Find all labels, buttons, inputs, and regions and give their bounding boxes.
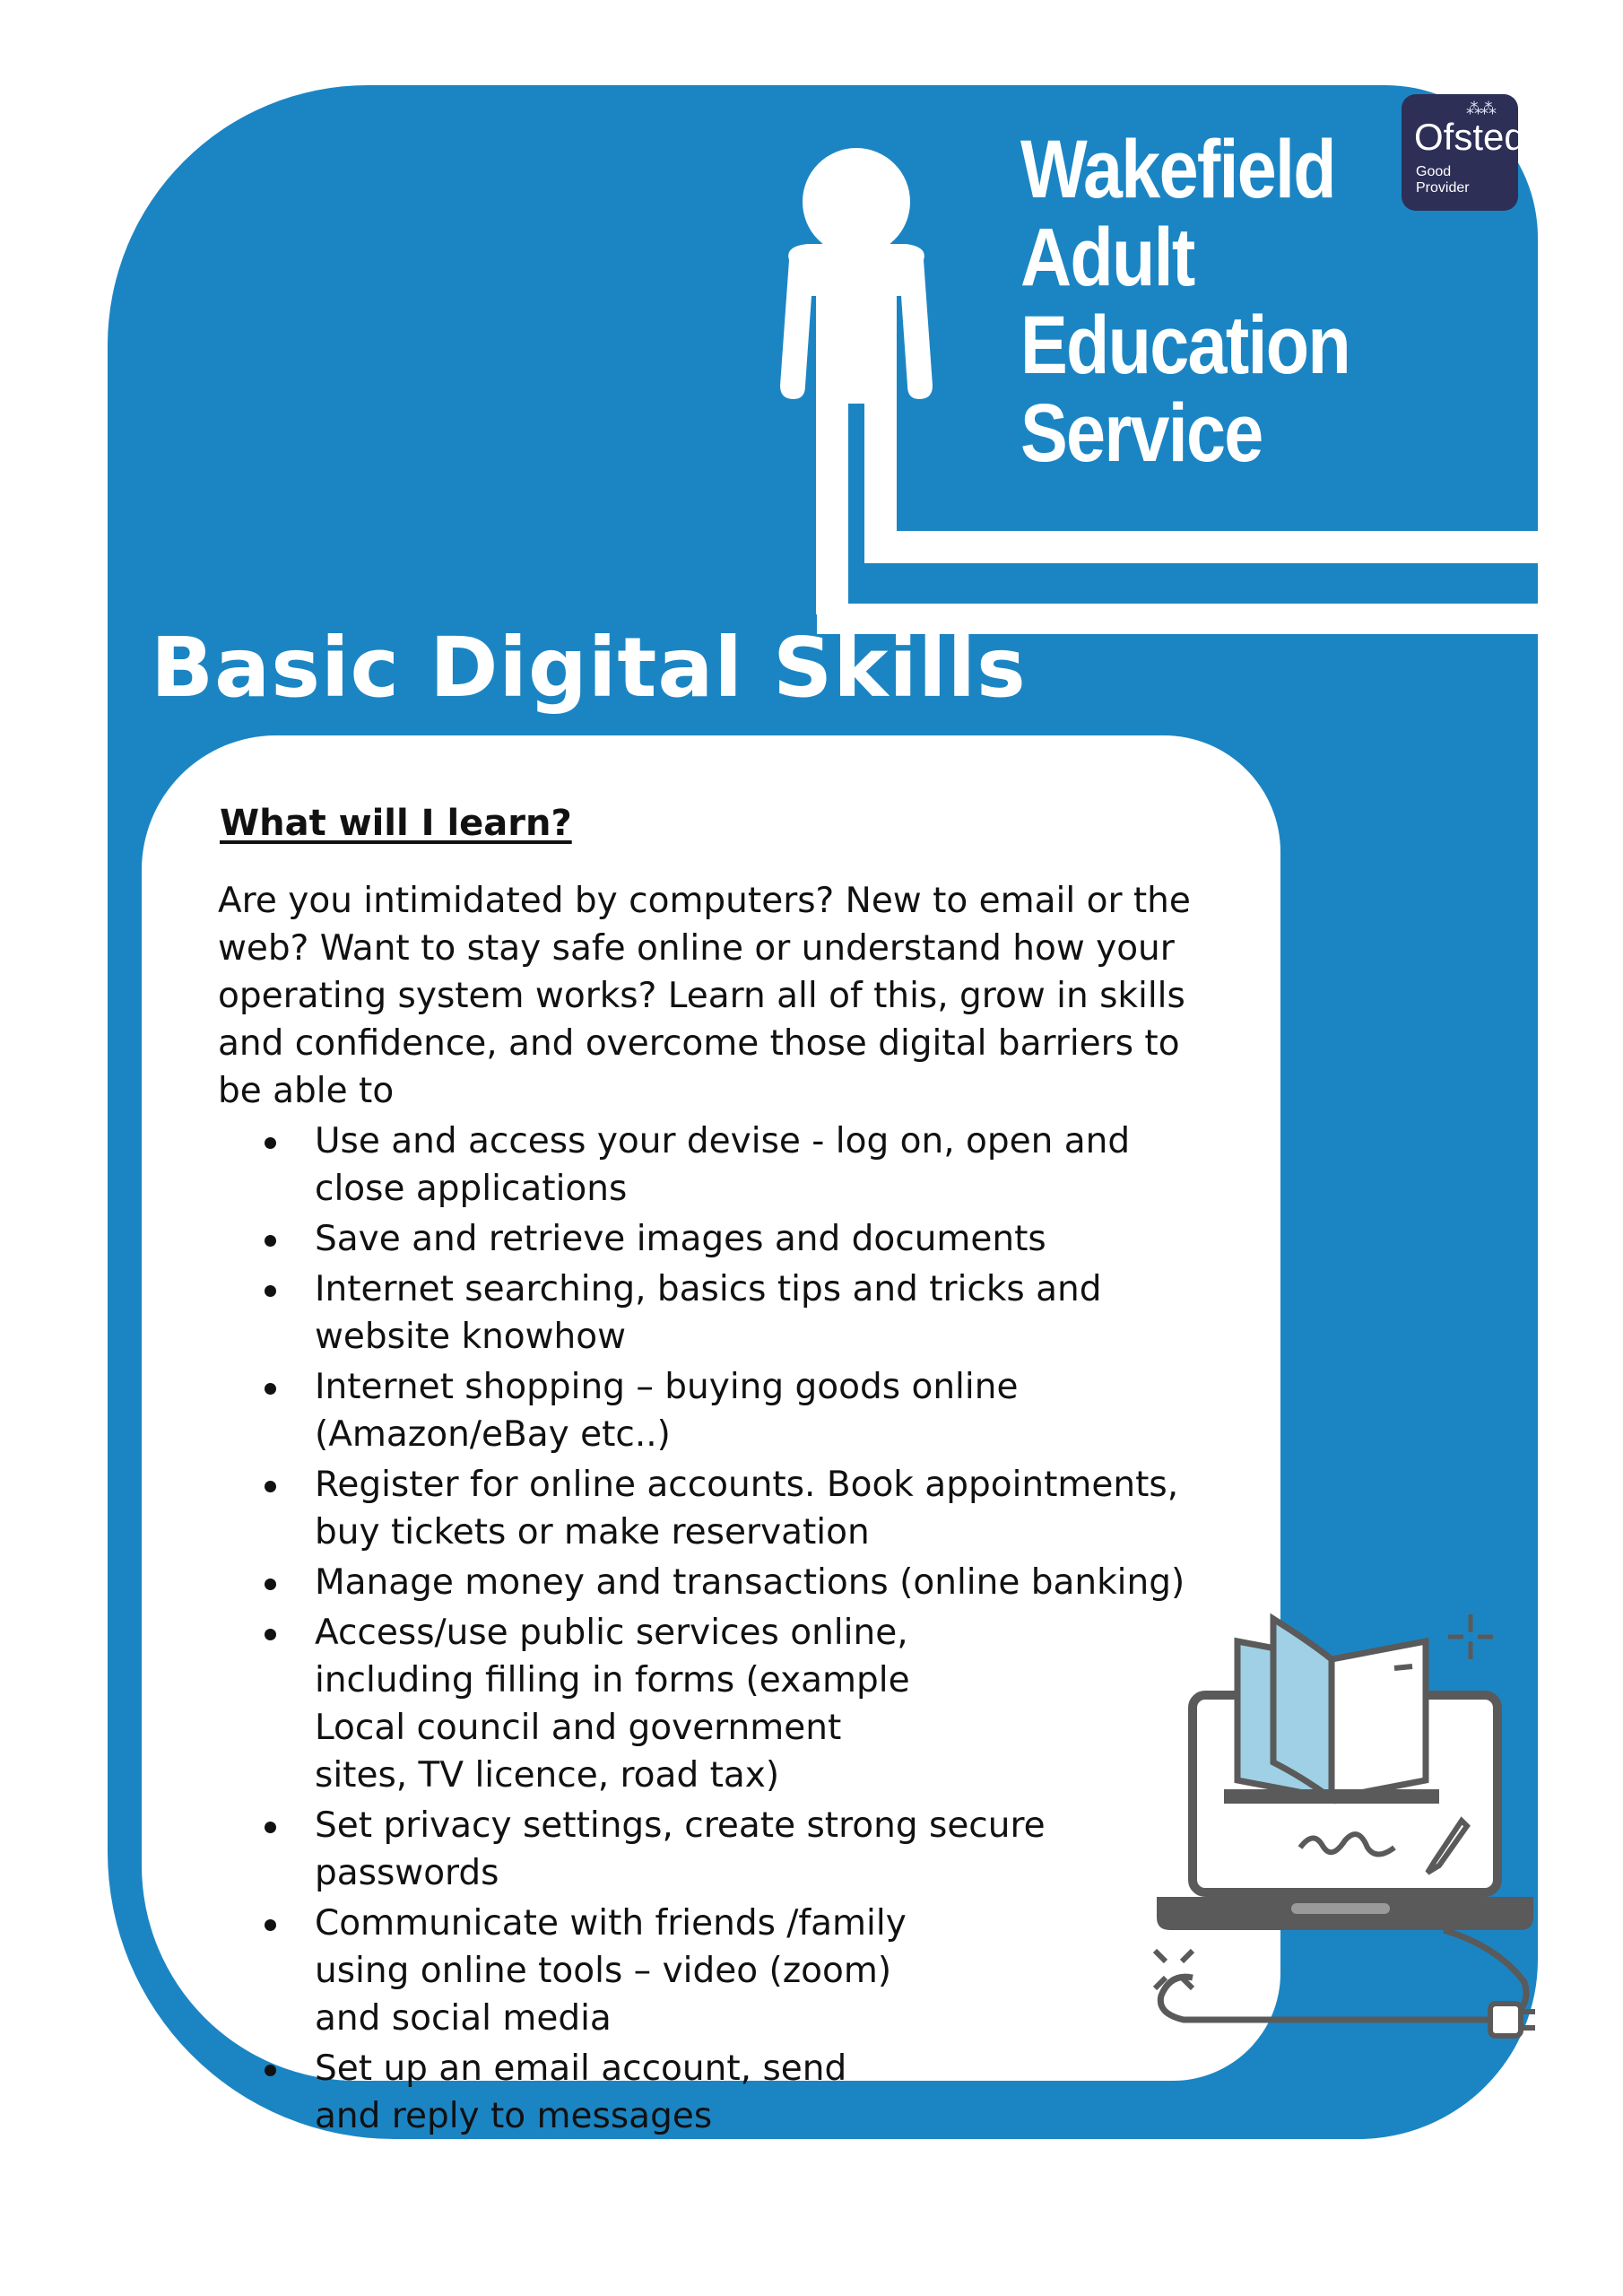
bullet-icon bbox=[265, 1481, 276, 1492]
list-item bbox=[218, 1609, 1213, 1799]
organisation-name bbox=[1020, 124, 1350, 479]
list-item-text: Save and retrieve images and documents bbox=[315, 1219, 1046, 1259]
list-item bbox=[218, 1900, 1213, 2042]
laptop-book-illustration bbox=[1139, 1561, 1560, 2063]
bullet-icon bbox=[265, 1822, 276, 1833]
list-item bbox=[218, 1265, 1213, 1361]
power-plug-icon bbox=[1490, 2004, 1535, 2036]
org-line-1: Wakefield bbox=[1020, 124, 1335, 215]
bullet-icon bbox=[265, 2065, 276, 2076]
list-item bbox=[218, 1118, 1213, 1213]
list-item-text: Internet shopping – buying goods online (Amazon/eBay etc..) bbox=[315, 1367, 1019, 1455]
ofsted-grade-line-1: Good bbox=[1416, 164, 1452, 179]
list-item bbox=[218, 1559, 1213, 1606]
learning-outcomes-list bbox=[218, 1118, 1213, 2143]
course-title: Basic Digital Skills bbox=[151, 620, 1027, 716]
person-figure-icon bbox=[0, 0, 1623, 646]
list-item-text: Use and access your devise - log on, open and close applications bbox=[315, 1121, 1131, 1209]
ofsted-stars-icon: ⁂⁂ bbox=[1466, 100, 1495, 117]
section-heading: What will I learn? bbox=[220, 803, 572, 844]
bullet-icon bbox=[265, 1285, 276, 1297]
list-item-text: Manage money and transactions (online banking) bbox=[315, 1562, 1185, 1603]
list-item bbox=[218, 1802, 1213, 1897]
bullet-icon bbox=[265, 1137, 276, 1149]
ofsted-grade bbox=[1416, 164, 1470, 196]
ofsted-badge bbox=[1402, 94, 1525, 211]
list-item-text: Internet searching, basics tips and tricks and website knowhow bbox=[315, 1269, 1102, 1357]
bullet-icon bbox=[265, 1578, 276, 1590]
bullet-icon bbox=[265, 1919, 276, 1931]
list-item-text: Communicate with friends /family using online tools – video (zoom) and social media bbox=[315, 1903, 907, 2039]
org-line-3: Education bbox=[1020, 300, 1350, 391]
list-item-text: Register for online accounts. Book appointments, buy tickets or make reservation bbox=[315, 1465, 1179, 1552]
list-item bbox=[218, 1215, 1213, 1263]
sparkle-icon bbox=[1448, 1614, 1493, 1659]
list-item bbox=[218, 1363, 1213, 1458]
intro-paragraph: Are you intimidated by computers? New to email or the web? Want to stay safe online or understand how your operating system works? Learn all of this, grow in skills and confidence, and overcome those digital barriers to be able to bbox=[218, 881, 1191, 1111]
list-item-text: Set privacy settings, create strong secure passwords bbox=[315, 1805, 1046, 1893]
ofsted-name: Ofsted bbox=[1414, 116, 1525, 158]
open-book-icon bbox=[1224, 1619, 1439, 1804]
ofsted-grade-line-2: Provider bbox=[1416, 180, 1470, 196]
list-item-text: Set up an email account, send and reply to messages bbox=[315, 2048, 847, 2136]
bullet-icon bbox=[265, 1383, 276, 1395]
list-item-text: Access/use public services online, including filling in forms (example Local council and government sites, TV licence, road tax) bbox=[315, 1613, 910, 1796]
org-line-4: Service bbox=[1020, 387, 1263, 479]
bullet-icon bbox=[265, 1629, 276, 1640]
list-item bbox=[218, 2045, 1213, 2140]
org-line-2: Adult bbox=[1020, 212, 1194, 303]
bullet-icon bbox=[265, 1235, 276, 1247]
list-item bbox=[218, 1461, 1213, 1556]
